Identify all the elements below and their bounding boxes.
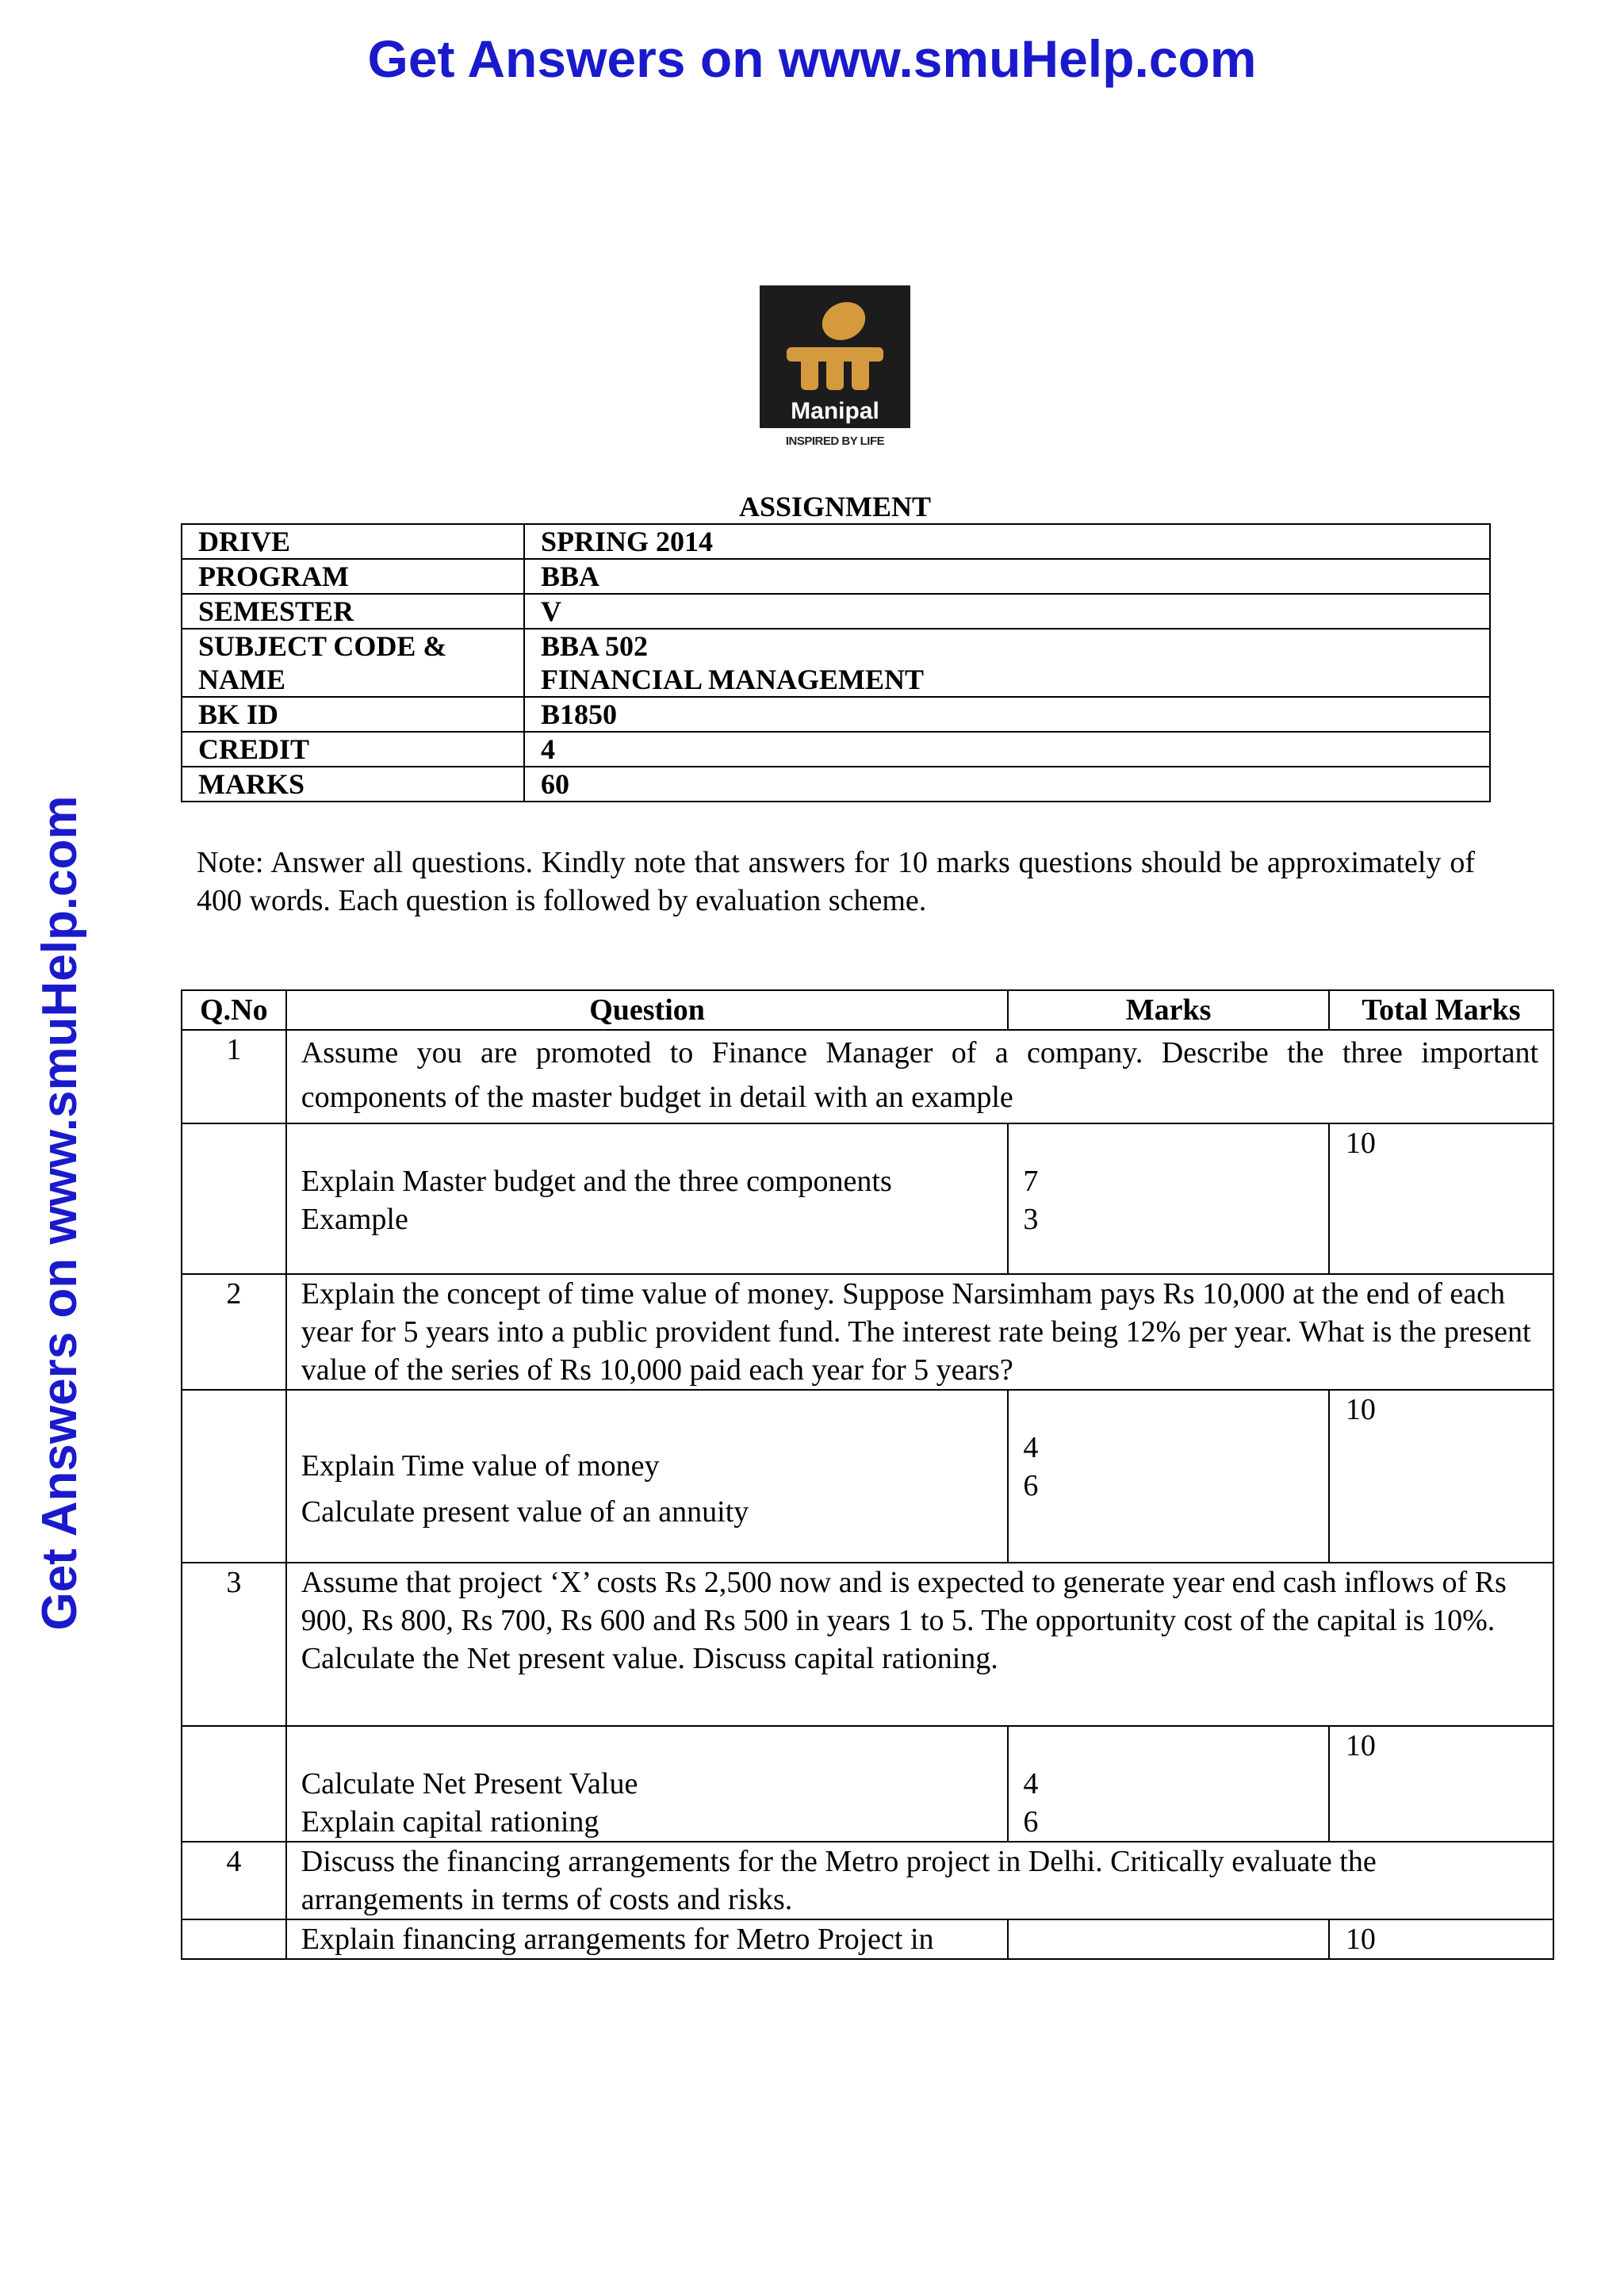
evaluation-empty-cell <box>182 1919 286 1959</box>
evaluation-criteria <box>286 1919 1009 1959</box>
info-row <box>182 732 1490 767</box>
question-text: Explain the concept of time value of money. Suppose Narsimham pays Rs 10,000 at the end of each year for 5 years into a public provident fund. The interest rate being 12% per year. What is the present value of the series of Rs 10,000 paid each year for 5 years? <box>286 1274 1553 1390</box>
marks-item: 4 <box>1023 1431 1039 1464</box>
info-value: B1850 <box>524 697 1490 732</box>
header-total-marks: Total Marks <box>1329 990 1553 1030</box>
info-value: 60 <box>524 767 1490 802</box>
criteria-item: Example <box>301 1203 408 1236</box>
info-key: CREDIT <box>182 732 524 767</box>
header-question: Question <box>286 990 1009 1030</box>
question-text: Assume that project ‘X’ costs Rs 2,500 now and is expected to generate year end cash inflows of Rs 900, Rs 800, Rs 700, Rs 600 and Rs 500 in years 1 to 5. The opportunity cost of the capital is 10%. Calculate the Net present value. Discuss capital rationing. <box>286 1563 1553 1726</box>
info-value-line: BBA 502 <box>541 630 649 662</box>
question-row <box>182 1274 1553 1390</box>
info-value <box>524 629 1490 697</box>
top-banner: Get Answers on www.smuHelp.com <box>367 29 1257 88</box>
logo-leg-shape <box>852 357 869 390</box>
info-key: BK ID <box>182 697 524 732</box>
manipal-logo <box>760 285 910 428</box>
evaluation-marks <box>1008 1123 1329 1274</box>
info-row <box>182 697 1490 732</box>
question-number: 4 <box>182 1842 286 1919</box>
evaluation-criteria <box>286 1123 1009 1274</box>
criteria-item: Calculate present value of an annuity <box>301 1495 749 1529</box>
info-value-line: FINANCIAL MANAGEMENT <box>541 664 925 695</box>
info-key-line: NAME <box>198 664 285 695</box>
info-value: V <box>524 594 1490 629</box>
marks-item: 7 <box>1023 1165 1039 1198</box>
info-value: BBA <box>524 559 1490 594</box>
header-qno: Q.No <box>182 990 286 1030</box>
info-key-line: SUBJECT CODE & <box>198 630 447 662</box>
info-key: PROGRAM <box>182 559 524 594</box>
table-header-row <box>182 990 1553 1030</box>
total-marks: 10 <box>1329 1919 1553 1959</box>
question-row <box>182 1563 1553 1726</box>
total-marks: 10 <box>1329 1123 1553 1274</box>
evaluation-row <box>182 1919 1553 1959</box>
instructions-note: Note: Answer all questions. Kindly note that answers for 10 marks questions should be approximately of 400 words. Each question is followed by evaluation scheme. <box>197 846 1475 917</box>
logo-head-shape <box>816 295 871 346</box>
info-key: MARKS <box>182 767 524 802</box>
question-number: 3 <box>182 1563 286 1726</box>
info-row <box>182 594 1490 629</box>
criteria-item: Explain Time value of money <box>301 1449 660 1483</box>
side-banner: Get Answers on www.smuHelp.com <box>33 795 87 1631</box>
info-row <box>182 767 1490 802</box>
logo-name: Manipal <box>791 398 879 424</box>
info-value: SPRING 2014 <box>524 524 1490 559</box>
criteria-item: Explain capital rationing <box>301 1805 599 1839</box>
assignment-title: ASSIGNMENT <box>738 491 932 522</box>
evaluation-row <box>182 1123 1553 1274</box>
info-row <box>182 629 1490 697</box>
evaluation-empty-cell <box>182 1123 286 1274</box>
marks-item: 4 <box>1023 1767 1039 1800</box>
marks-item: 3 <box>1023 1203 1039 1236</box>
question-text: Discuss the financing arrangements for the Metro project in Delhi. Critically evaluate the arrangements in terms of costs and risks. <box>286 1842 1553 1919</box>
marks-item: 6 <box>1023 1805 1039 1839</box>
logo-tagline: INSPIRED BY LIFE <box>785 434 885 448</box>
info-value: 4 <box>524 732 1490 767</box>
evaluation-marks <box>1008 1726 1329 1842</box>
logo-leg-shape <box>801 357 818 390</box>
question-number: 2 <box>182 1274 286 1390</box>
total-marks: 10 <box>1329 1390 1553 1563</box>
questions-table <box>181 989 1554 1960</box>
evaluation-marks <box>1008 1390 1329 1563</box>
total-marks: 10 <box>1329 1726 1553 1842</box>
evaluation-row <box>182 1390 1553 1563</box>
evaluation-criteria <box>286 1726 1009 1842</box>
info-key <box>182 629 524 697</box>
assignment-info-table <box>181 523 1491 802</box>
evaluation-empty-cell <box>182 1390 286 1563</box>
info-row <box>182 524 1490 559</box>
evaluation-empty-cell <box>182 1726 286 1842</box>
info-key: DRIVE <box>182 524 524 559</box>
evaluation-criteria <box>286 1390 1009 1563</box>
question-row <box>182 1030 1553 1123</box>
question-number: 1 <box>182 1030 286 1123</box>
criteria-item: Calculate Net Present Value <box>301 1767 638 1800</box>
logo-leg-shape <box>826 357 844 390</box>
criteria-item: Explain financing arrangements for Metro Project in <box>301 1923 934 1956</box>
info-row <box>182 559 1490 594</box>
criteria-item: Explain Master budget and the three components <box>301 1165 892 1198</box>
question-row <box>182 1842 1553 1919</box>
evaluation-marks <box>1008 1919 1329 1959</box>
marks-item: 6 <box>1023 1469 1039 1502</box>
question-text: Assume you are promoted to Finance Manager of a company. Describe the three important components of the master budget in detail with an example <box>286 1030 1553 1123</box>
header-marks: Marks <box>1008 990 1329 1030</box>
evaluation-row <box>182 1726 1553 1842</box>
info-key: SEMESTER <box>182 594 524 629</box>
